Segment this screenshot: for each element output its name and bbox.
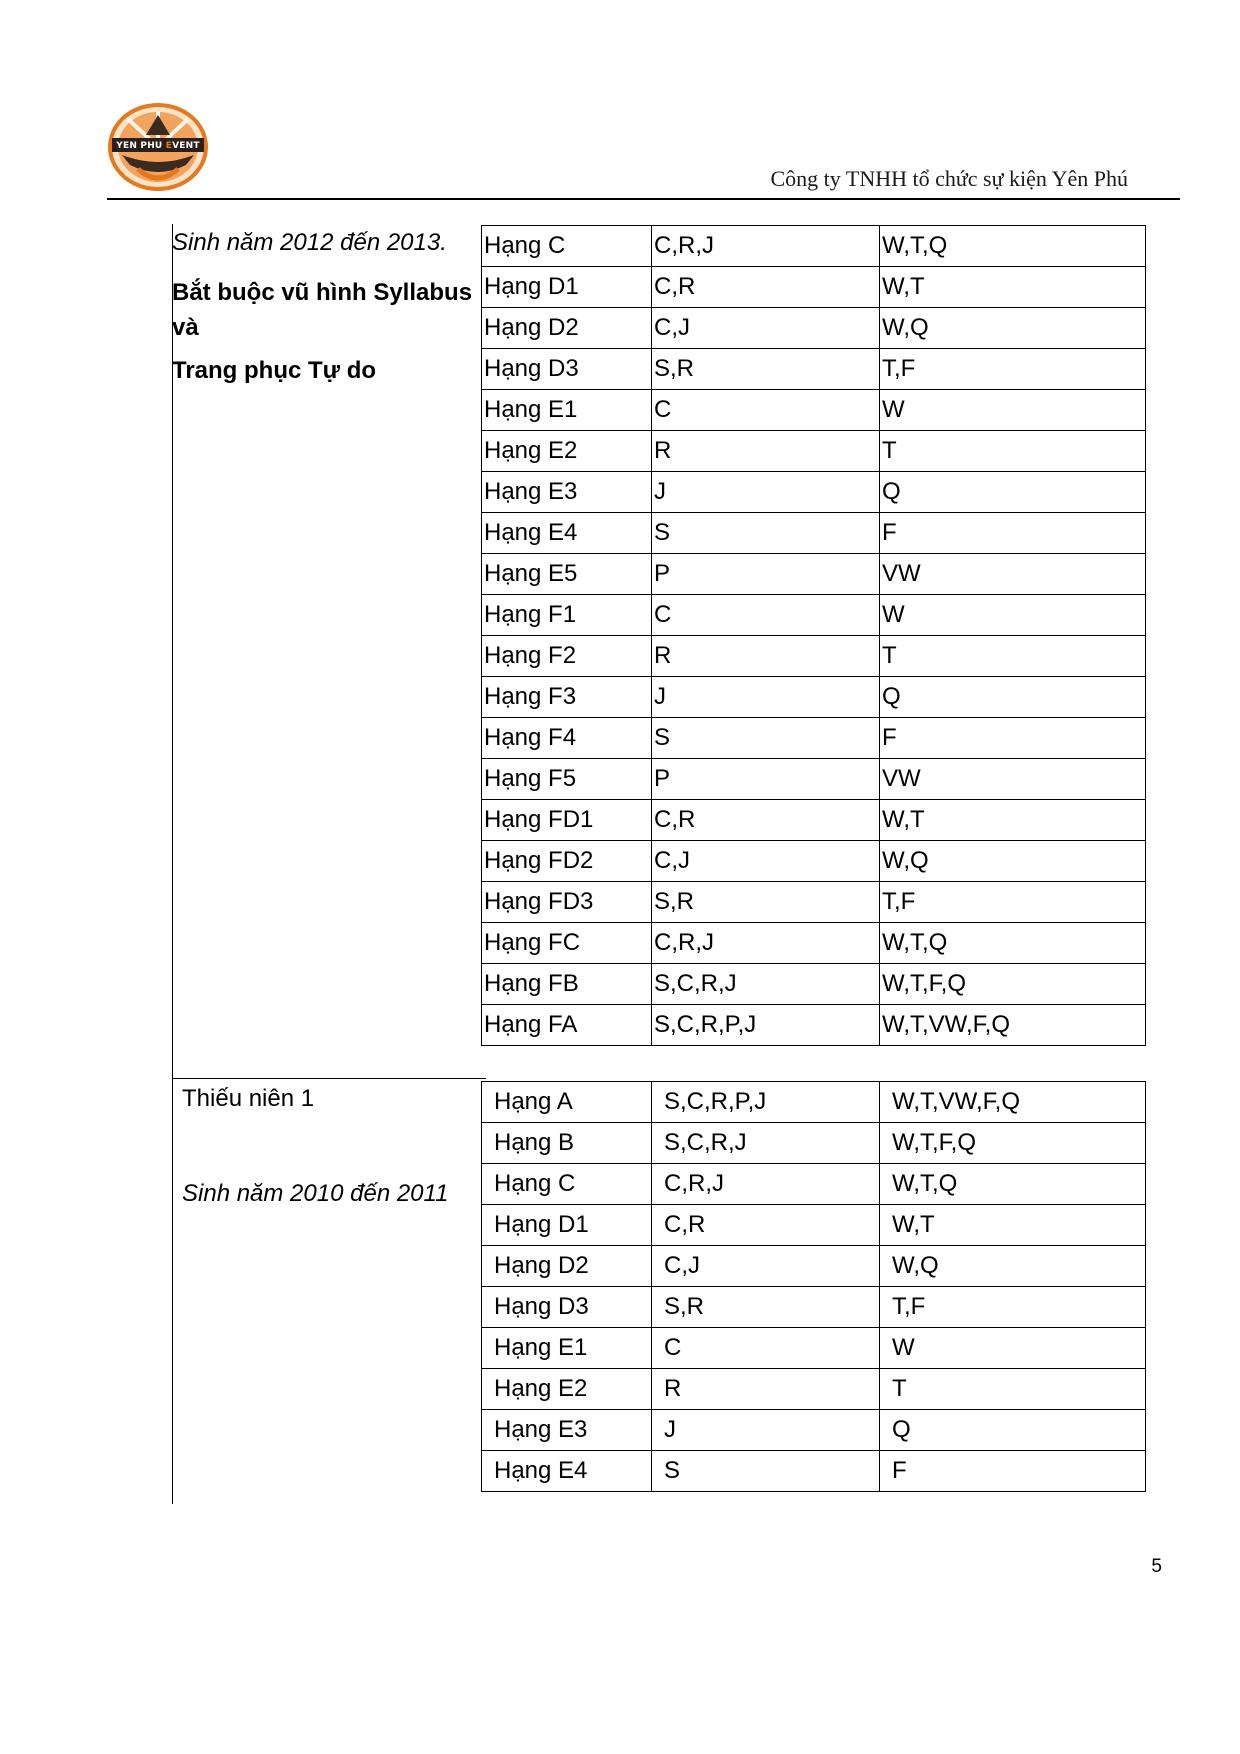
latin-dances-cell: S [652, 513, 880, 554]
rank-cell: Hạng E2 [482, 431, 652, 472]
rank-cell: Hạng F5 [482, 759, 652, 800]
section2-birth-years: Sinh năm 2010 đến 2011 [182, 1180, 449, 1207]
standard-dances-cell: W,T,Q [880, 923, 1146, 964]
latin-dances-cell: C,R [652, 800, 880, 841]
table-row [482, 1369, 1146, 1410]
latin-dances-cell: R [652, 431, 880, 472]
table-row [482, 1164, 1146, 1205]
standard-dances-cell: W,T,Q [880, 1164, 1146, 1205]
page-number: 5 [1151, 1556, 1162, 1577]
rank-cell: Hạng C [482, 1164, 652, 1205]
table-row [482, 390, 1146, 431]
table-row [482, 1123, 1146, 1164]
logo-wordmark: YEN PHU EVENT [116, 141, 200, 151]
standard-dances-cell: T [880, 1369, 1146, 1410]
latin-dances-cell: C [652, 390, 880, 431]
rank-cell: Hạng B [482, 1123, 652, 1164]
standard-dances-cell: W,Q [880, 841, 1146, 882]
table-row [482, 349, 1146, 390]
rank-cell: Hạng E4 [482, 1451, 652, 1492]
rank-cell: Hạng FD1 [482, 800, 652, 841]
rank-cell: Hạng FA [482, 1005, 652, 1046]
section1-rule-line-3: Trang phục Tự do [172, 357, 377, 384]
rank-cell: Hạng E2 [482, 1369, 652, 1410]
rank-cell: Hạng FC [482, 923, 652, 964]
standard-dances-cell: F [880, 1451, 1146, 1492]
latin-dances-cell: C [652, 595, 880, 636]
standard-dances-cell: W,T,VW,F,Q [880, 1082, 1146, 1123]
section1-birth-years: Sinh năm 2012 đến 2013. [172, 229, 447, 256]
table-row [482, 1410, 1146, 1451]
rank-cell: Hạng E1 [482, 390, 652, 431]
table-row [482, 595, 1146, 636]
table-row [482, 554, 1146, 595]
latin-dances-cell: S,C,R,J [652, 1123, 880, 1164]
standard-dances-cell: T [880, 636, 1146, 677]
section1-rule-line-2: và [172, 314, 199, 341]
standard-dances-cell: W [880, 595, 1146, 636]
left-border-line [172, 224, 173, 1504]
latin-dances-cell: C [652, 1328, 880, 1369]
table-row [482, 1451, 1146, 1492]
rank-cell: Hạng E3 [482, 472, 652, 513]
latin-dances-cell: S,C,R,P,J [652, 1082, 880, 1123]
table-row [482, 1246, 1146, 1287]
table-row [482, 1328, 1146, 1369]
latin-dances-cell: S,C,R,J [652, 964, 880, 1005]
latin-dances-cell: C,R,J [652, 1164, 880, 1205]
standard-dances-cell: F [880, 513, 1146, 554]
standard-dances-cell: W,Q [880, 1246, 1146, 1287]
company-name: Công ty TNHH tổ chức sự kiện Yên Phú [770, 166, 1128, 191]
standard-dances-cell: W,T,F,Q [880, 964, 1146, 1005]
standard-dances-cell: W [880, 390, 1146, 431]
rank-cell: Hạng C [482, 226, 652, 267]
latin-dances-cell: C,R [652, 267, 880, 308]
table-row [482, 1082, 1146, 1123]
latin-dances-cell: S [652, 718, 880, 759]
table-row [482, 923, 1146, 964]
standard-dances-cell: T,F [880, 349, 1146, 390]
rank-cell: Hạng E4 [482, 513, 652, 554]
table-row [482, 759, 1146, 800]
rank-cell: Hạng F1 [482, 595, 652, 636]
latin-dances-cell: C,J [652, 1246, 880, 1287]
rank-cell: Hạng D1 [482, 1205, 652, 1246]
latin-dances-cell: C,R,J [652, 923, 880, 964]
latin-dances-cell: J [652, 1410, 880, 1451]
table-row [482, 964, 1146, 1005]
rank-cell: Hạng A [482, 1082, 652, 1123]
section-divider [172, 1078, 486, 1079]
standard-dances-cell: W,T [880, 267, 1146, 308]
section2-dance-table [481, 1081, 1146, 1492]
table-row [482, 1287, 1146, 1328]
standard-dances-cell: W [880, 1328, 1146, 1369]
table-row [482, 718, 1146, 759]
standard-dances-cell: Q [880, 1410, 1146, 1451]
section1-rule-line-1: Bắt buộc vũ hình Syllabus [172, 279, 473, 306]
standard-dances-cell: W,Q [880, 308, 1146, 349]
rank-cell: Hạng F2 [482, 636, 652, 677]
rank-cell: Hạng D1 [482, 267, 652, 308]
standard-dances-cell: W,T [880, 1205, 1146, 1246]
standard-dances-cell: VW [880, 759, 1146, 800]
latin-dances-cell: C,R,J [652, 226, 880, 267]
rank-cell: Hạng F3 [482, 677, 652, 718]
latin-dances-cell: S,C,R,P,J [652, 1005, 880, 1046]
latin-dances-cell: R [652, 636, 880, 677]
standard-dances-cell: T,F [880, 882, 1146, 923]
table-row [482, 1005, 1146, 1046]
rank-cell: Hạng E5 [482, 554, 652, 595]
latin-dances-cell: C,J [652, 308, 880, 349]
section1-dance-table [481, 225, 1146, 1046]
rank-cell: Hạng FB [482, 964, 652, 1005]
standard-dances-cell: Q [880, 677, 1146, 718]
rank-cell: Hạng FD3 [482, 882, 652, 923]
standard-dances-cell: W,T [880, 800, 1146, 841]
table-row [482, 431, 1146, 472]
table-row [482, 841, 1146, 882]
rank-cell: Hạng D2 [482, 308, 652, 349]
rank-cell: Hạng E3 [482, 1410, 652, 1451]
standard-dances-cell: T,F [880, 1287, 1146, 1328]
latin-dances-cell: J [652, 677, 880, 718]
table-row [482, 882, 1146, 923]
rank-cell: Hạng F4 [482, 718, 652, 759]
standard-dances-cell: T [880, 431, 1146, 472]
table-row [482, 1205, 1146, 1246]
table-row [482, 800, 1146, 841]
latin-dances-cell: S,R [652, 882, 880, 923]
header-divider [107, 198, 1180, 200]
table-row [482, 267, 1146, 308]
latin-dances-cell: J [652, 472, 880, 513]
rank-cell: Hạng E1 [482, 1328, 652, 1369]
latin-dances-cell: C,J [652, 841, 880, 882]
standard-dances-cell: Q [880, 472, 1146, 513]
rank-cell: Hạng D3 [482, 349, 652, 390]
latin-dances-cell: S [652, 1451, 880, 1492]
latin-dances-cell: R [652, 1369, 880, 1410]
table-row [482, 677, 1146, 718]
latin-dances-cell: P [652, 759, 880, 800]
company-logo [108, 103, 208, 191]
latin-dances-cell: S,R [652, 349, 880, 390]
table-row [482, 513, 1146, 554]
rank-cell: Hạng D3 [482, 1287, 652, 1328]
standard-dances-cell: F [880, 718, 1146, 759]
latin-dances-cell: P [652, 554, 880, 595]
table-row [482, 636, 1146, 677]
latin-dances-cell: C,R [652, 1205, 880, 1246]
rank-cell: Hạng FD2 [482, 841, 652, 882]
latin-dances-cell: S,R [652, 1287, 880, 1328]
rank-cell: Hạng D2 [482, 1246, 652, 1287]
table-row [482, 308, 1146, 349]
table-row [482, 226, 1146, 267]
standard-dances-cell: W,T,Q [880, 226, 1146, 267]
section2-name: Thiếu niên 1 [182, 1085, 315, 1112]
standard-dances-cell: W,T,F,Q [880, 1123, 1146, 1164]
standard-dances-cell: W,T,VW,F,Q [880, 1005, 1146, 1046]
table-row [482, 472, 1146, 513]
standard-dances-cell: VW [880, 554, 1146, 595]
